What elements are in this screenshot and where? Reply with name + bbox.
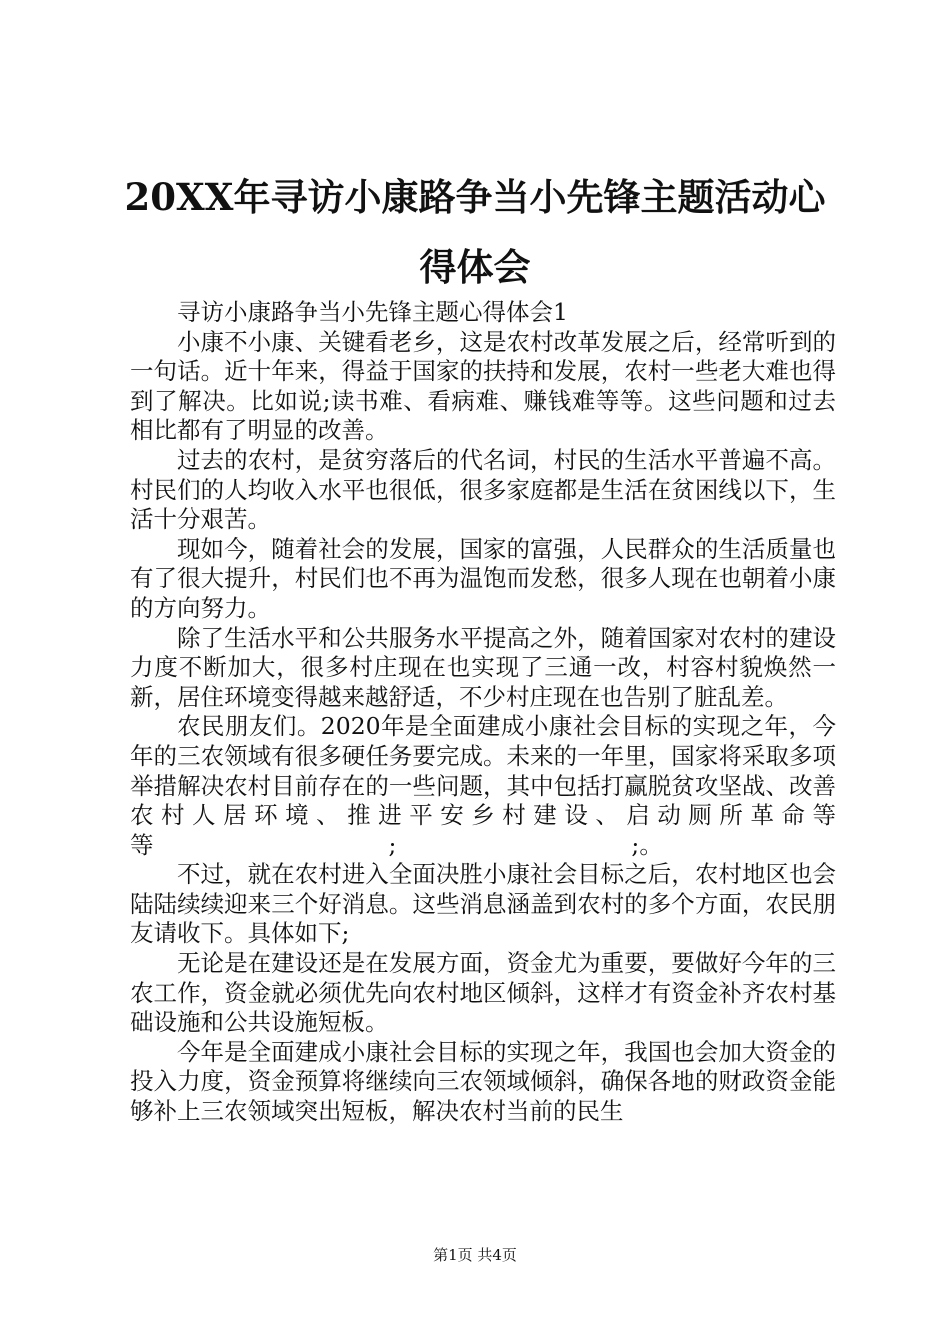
document-body (130, 298, 836, 1127)
paragraph: 无论是在建设还是在发展方面，资金尤为重要，要做好今年的三农工作，资金就必须优先向农村地区倾斜，这样才有资金补齐农村基础设施和公共设施短板。 (130, 949, 836, 1037)
paragraph: 寻访小康路争当小先锋主题心得体会1 (177, 298, 568, 326)
paragraph: 现如今，随着社会的发展，国家的富强，人民群众的生活质量也有了很大提升，村民们也不再为温饱而发愁，很多人现在也朝着小康的方向努力。 (130, 534, 836, 622)
page-number-footer: 第1页 共4页 (433, 1246, 517, 1264)
paragraph: 农民朋友们。2020年是全面建成小康社会目标的实现之年，今年的三农领域有很多硬任务要完成。未来的一年里，国家将采取多项举措解决农村目前存在的一些问题，其中包括打赢脱贫攻坚战、改善农村人居环境、推进平安乡村建设、启动厕所革命等等 ; ;。 (130, 712, 836, 859)
paragraph: 过去的农村，是贫穷落后的代名词，村民的生活水平普遍不高。村民们的人均收入水平也很低，很多家庭都是生活在贫困线以下，生活十分艰苦。 (130, 445, 836, 534)
paragraph: 小康不小康、关键看老乡，这是农村改革发展之后，经常听到的一句话。近十年来，得益于国家的扶持和发展，农村一些老大难也得到了解决。比如说;读书难、看病难、赚钱难等等。这些问题和过去相比都有了明显的改善。 (130, 327, 836, 445)
document-title: 20XX年寻访小康路争当小先锋主题活动心得体会 (124, 175, 826, 289)
paragraph: 除了生活水平和公共服务水平提高之外，随着国家对农村的建设力度不断加大，很多村庄现在也实现了三通一改，村容村貌焕然一新，居住环境变得越来越舒适，不少村庄现在也告别了脏乱差。 (130, 623, 836, 711)
paragraph: 今年是全面建成小康社会目标的实现之年，我国也会加大资金的投入力度，资金预算将继续向三农领域倾斜，确保各地的财政资金能够补上三农领域突出短板，解决农村当前的民生 (130, 1037, 836, 1126)
paragraph: 不过，就在农村进入全面决胜小康社会目标之后，农村地区也会陆陆续续迎来三个好消息。这些消息涵盖到农村的多个方面，农民朋友请收下。具体如下; (130, 860, 836, 948)
